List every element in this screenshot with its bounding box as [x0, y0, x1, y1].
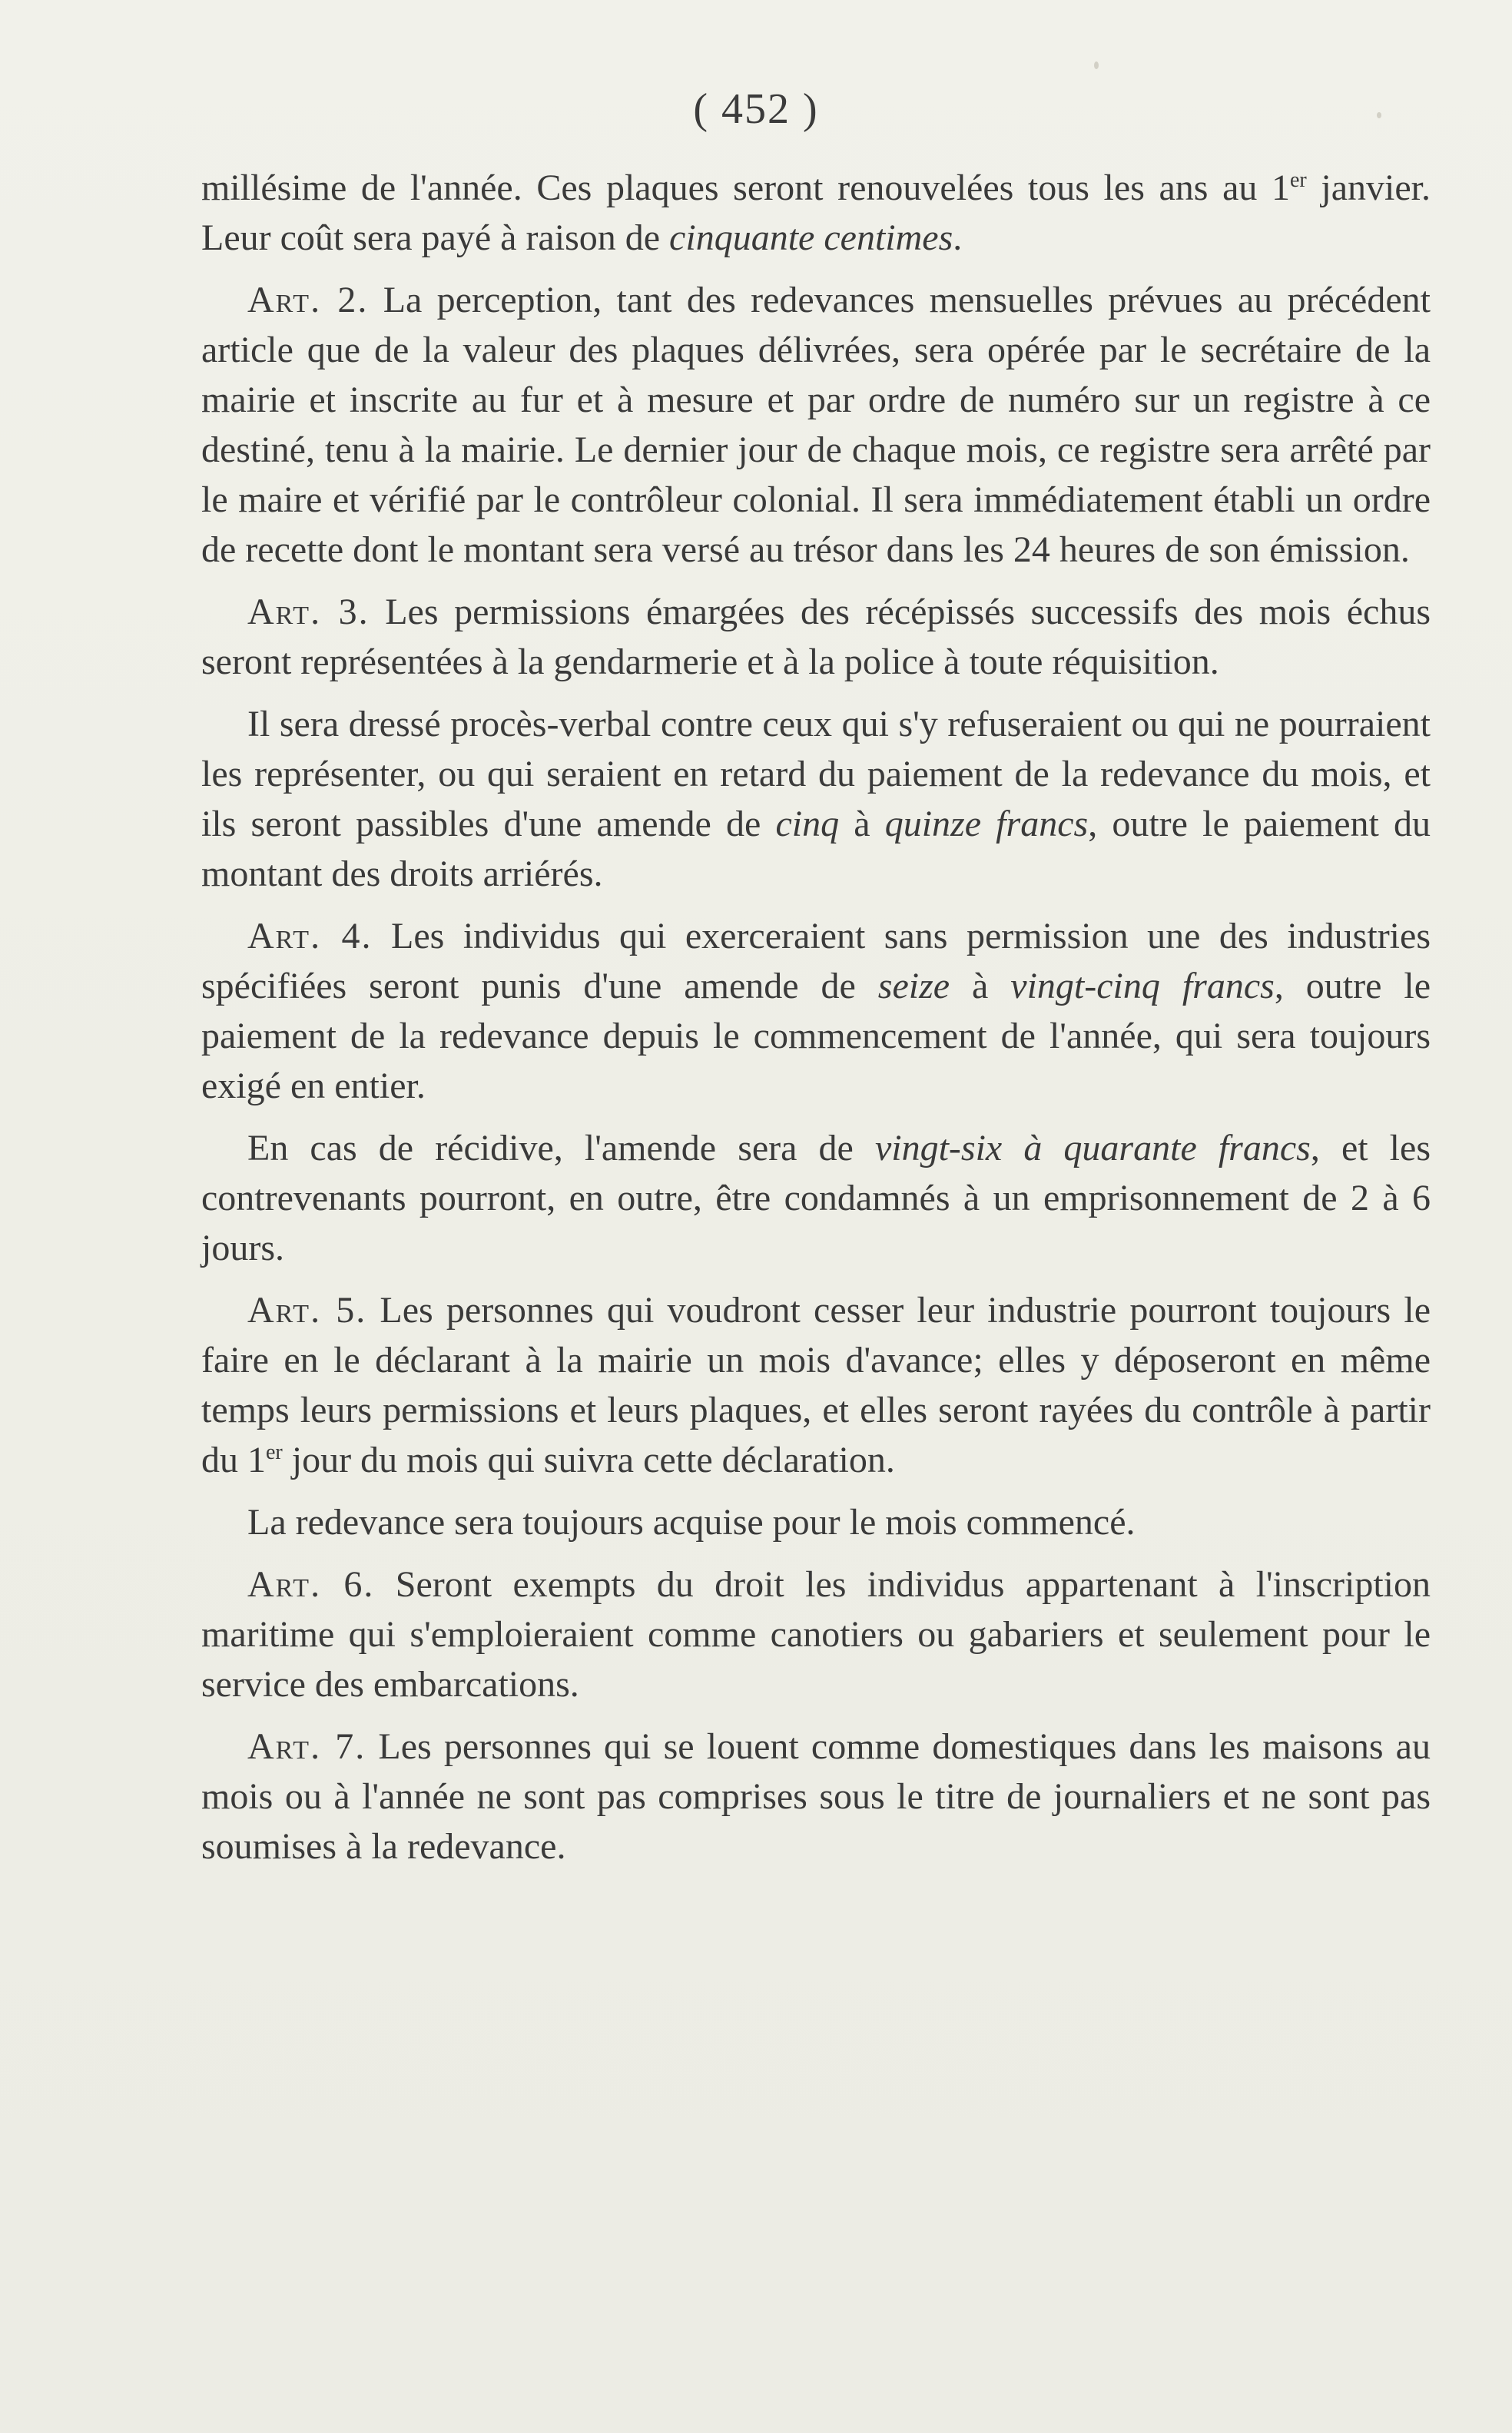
- text-segment: , et les contrevenants pourront, en outre, être condamnés à un emprisonnement de 2 à 6 jours.: [201, 1128, 1431, 1268]
- text-segment: Les personnes qui voudront cesser leur industrie pourront toujours le faire en le déclarant à la mairie un mois d'avance; elles y déposeront en même temps leurs permissions et leurs plaques, et elles seront rayées du contrôle à partir du 1: [201, 1290, 1431, 1480]
- paragraph: [201, 163, 1431, 263]
- article-paragraph: [201, 587, 1431, 687]
- text-segment: .: [953, 217, 963, 258]
- article-label: Art. 5.: [247, 1290, 367, 1331]
- ordinal-superscript: er: [1290, 168, 1307, 192]
- text-segment: , outre le paiement du montant des droits arriérés.: [201, 804, 1431, 894]
- text-segment: Seront exempts du droit les individus appartenant à l'inscription maritime qui s'emploieraient comme canotiers ou gabariers et seulement pour le service des embarcations.: [201, 1564, 1431, 1705]
- text-segment: jour du mois qui suivra cette déclaration.: [282, 1440, 895, 1480]
- italic-amount: vingt-cinq francs: [1010, 966, 1275, 1006]
- text-segment: Les individus qui exerceraient sans permission une des industries spécifiées seront punis d'une amende de: [201, 916, 1431, 1006]
- paragraph: [201, 1123, 1431, 1273]
- text-segment: Il sera dressé procès-verbal contre ceux qui s'y refuseraient ou qui ne pourraient les représenter, ou qui seraient en retard du paiement de la redevance du mois, et ils seront passibles d'une amende de: [201, 704, 1431, 844]
- article-paragraph: [201, 1285, 1431, 1485]
- text-segment: à: [839, 804, 885, 844]
- page-number: ( 452 ): [693, 85, 819, 133]
- italic-amount: cinquante centimes: [669, 217, 953, 258]
- text-segment: En cas de récidive, l'amende sera de: [247, 1128, 875, 1168]
- paragraph: [201, 1497, 1431, 1547]
- article-paragraph: [201, 1722, 1431, 1871]
- ordinal-superscript: er: [266, 1440, 283, 1464]
- text-segment: , outre le paiement de la redevance depuis le commencement de l'année, qui sera toujours exigé en entier.: [201, 966, 1431, 1106]
- article-label: Art. 7.: [247, 1726, 366, 1767]
- article-label: Art. 3.: [247, 592, 370, 632]
- italic-amount: vingt-six à quarante francs: [874, 1128, 1311, 1168]
- article-label: Art. 6.: [247, 1564, 375, 1605]
- text-segment: Les permissions émargées des récépissés successifs des mois échus seront représentées à la gendarmerie et à la police à toute réquisition.: [201, 592, 1431, 682]
- article-paragraph: [201, 1560, 1431, 1709]
- article-label: Art. 2.: [247, 280, 369, 320]
- italic-amount: quinze francs: [884, 804, 1089, 844]
- paragraph: [201, 699, 1431, 899]
- text-segment: La perception, tant des redevances mensuelles prévues au précédent article que de la valeur des plaques délivrées, sera opérée par le secrétaire de la mairie et inscrite au fur et à mesure et par ordre de numéro sur un registre à ce destiné, tenu à la mairie. Le dernier jour de chaque mois, ce registre sera arrêté par le maire et vérifié par le contrôleur colonial. Il sera immédiatement établi un ordre de recette dont le montant sera versé au trésor dans les 24 heures de son émission.: [201, 280, 1431, 570]
- article-paragraph: [201, 275, 1431, 575]
- text-segment: janvier. Leur coût sera payé à raison de: [201, 167, 1431, 258]
- italic-amount: seize: [877, 966, 950, 1006]
- article-label: Art. 4.: [247, 916, 373, 956]
- text-segment: La redevance sera toujours acquise pour le mois commencé.: [247, 1502, 1136, 1543]
- text-segment: à: [950, 966, 1011, 1006]
- text-segment: millésime de l'année. Ces plaques seront renouvelées tous les ans au 1: [201, 167, 1290, 208]
- text-segment: Les personnes qui se louent comme domestiques dans les maisons au mois ou à l'année ne sont pas comprises sous le titre de journaliers et ne sont pas soumises à la redevance.: [201, 1726, 1431, 1867]
- italic-amount: cinq: [775, 804, 840, 844]
- body-text: [201, 163, 1431, 1884]
- article-paragraph: [201, 911, 1431, 1111]
- ink-speck: [1094, 61, 1099, 69]
